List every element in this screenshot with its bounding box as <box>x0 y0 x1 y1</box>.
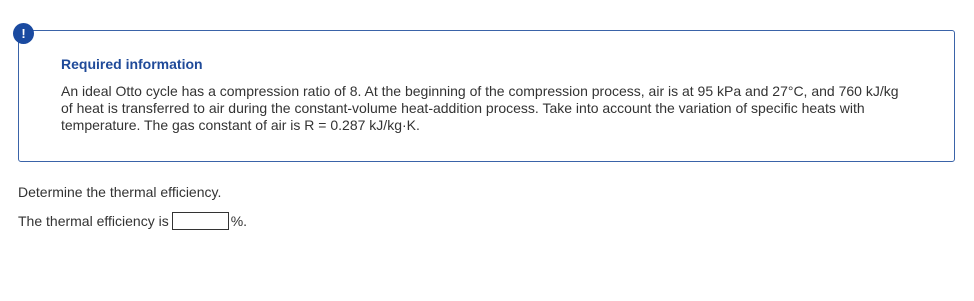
answer-row <box>18 212 247 230</box>
thermal-efficiency-input[interactable] <box>172 212 229 230</box>
panel-title: Required information <box>61 56 203 72</box>
question-text: Determine the thermal efficiency. <box>18 184 222 200</box>
required-information-panel <box>18 30 955 162</box>
problem-statement: An ideal Otto cycle has a compression ratio of 8. At the beginning of the compression process, air is at 95 kPa and 27°C, and 760 kJ/kg of heat is transferred to air during the constant-volume heat-addition process. Take into account the variation of specific heats with temperature. The gas constant of air is R = 0.287 kJ/kg·K. <box>61 83 899 133</box>
answer-prefix: The thermal efficiency is <box>18 213 169 229</box>
exclamation-icon: ! <box>13 23 34 44</box>
answer-unit: %. <box>230 213 248 229</box>
